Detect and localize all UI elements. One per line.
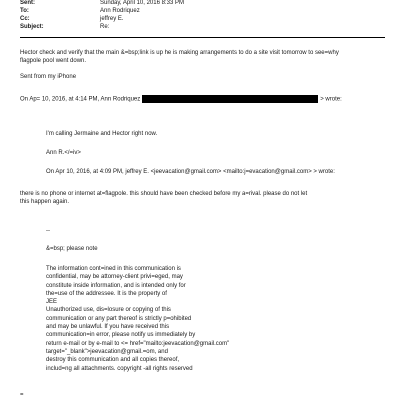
quoted-line-2: Ann R.</=iv> [46, 150, 81, 156]
disclaimer-line: communication or any part thereof is strictly p=ohibited [46, 315, 192, 322]
disclaimer-line: destroy this communication and all copies thereof, [46, 357, 180, 364]
cc-value: jeffrey E. [100, 16, 124, 22]
body-line-2: flagpole pool went down. [20, 58, 87, 64]
subject-value: Re: [100, 24, 110, 30]
please-note-line: &=bsp; please note [46, 246, 98, 252]
body-line-1: Hector check and verify that the main &=bsp;link is up he is making arrangements to do a site visit tomorrow to see=why [20, 50, 339, 56]
disclaimer-line: constitute inside information, and is intended only for [46, 282, 186, 289]
reply-header-prefix: On Ap= 10, 2016, at 4:14 PM, Ann Rodriquez [20, 96, 141, 103]
reply-header-suffix: > wrote: [320, 96, 342, 103]
header-divider [20, 37, 385, 38]
header-subject-row [20, 24, 390, 32]
disclaimer-line: The information cont=ined in this communication is [46, 266, 181, 272]
email-header [20, 0, 390, 32]
disclaimer-line: Unauthorized use, dis=losure or copying of this [46, 307, 171, 314]
to-label: To: [20, 8, 29, 14]
disclaimer-line: the=use of the addressee. It is the property of [46, 290, 167, 297]
disclaimer-line: confidential, may be attorney-client privi=eged, may [46, 274, 183, 281]
quoted-line-1: I'm calling Jermaine and Hector right now. [46, 131, 158, 137]
reply-header [20, 95, 385, 104]
header-cc-row [20, 16, 390, 24]
redaction-bar [142, 95, 318, 103]
original-line-1: there is no phone or internet at=flagpole. this should have been checked before my a=rival. please do not let [20, 191, 308, 197]
disclaimer-line: target="_blank">jeevacation@gmail.=om, and [46, 348, 168, 355]
footer-mark: = [20, 392, 24, 398]
cc-label: Cc: [20, 16, 30, 22]
header-to-row [20, 8, 390, 16]
disclaimer-line: includ=ng all attachments. copyright -all rights reserved [46, 365, 193, 372]
header-sent-row [20, 0, 390, 8]
disclaimer-line: and may be unlawful. If you have received this [46, 324, 170, 331]
disclaimer-line: JEE [46, 299, 58, 306]
subject-label: Subject: [20, 24, 44, 30]
quoted-line-3: On Apr 10, 2016, at 4:09 PM, jeffrey E. <jeevacation@gmail.com> <mailto:j=evacation@gmail.com> > wrote: [46, 169, 335, 175]
sent-label: Sent: [20, 0, 35, 6]
sent-from-text: Sent from my iPhone [20, 74, 77, 80]
confidentiality-disclaimer [46, 265, 386, 373]
original-line-2: this happen again. [20, 199, 70, 205]
disclaimer-line: communication=in error, please notify us immediately by [46, 332, 196, 339]
to-value: Ann Rodriquez [100, 8, 140, 14]
signature-dash: -- [46, 228, 50, 234]
sent-value: Sunday, April 10, 2016 8:33 PM [100, 0, 184, 6]
disclaimer-line: return e-mail or by e-mail to <= href="mailto:jeevacation@gmail.com" [46, 340, 230, 347]
